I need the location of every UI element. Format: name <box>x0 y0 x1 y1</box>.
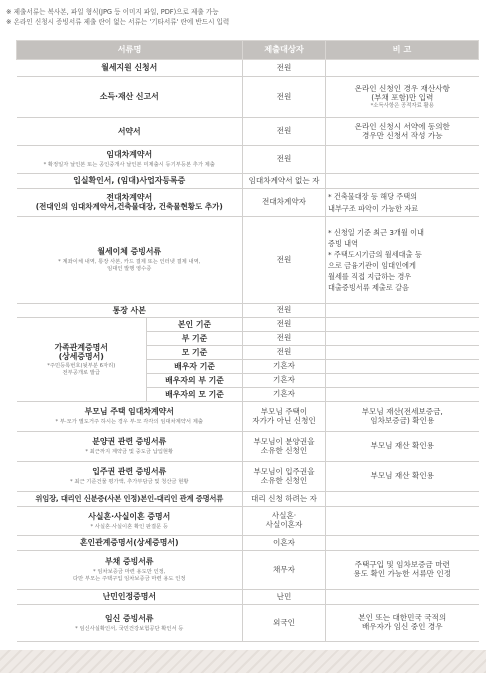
doc-name-cell <box>17 605 243 642</box>
doc-target: 외국인 <box>243 605 326 642</box>
doc-note: 부모님 재산 확인용 <box>326 432 479 462</box>
note-line: 부모님 재산(전세보증금, <box>361 406 443 416</box>
family-basis: 부 기준 <box>147 332 243 346</box>
target-line: 부모님 주택이 <box>260 406 308 416</box>
family-basis: 배우자의 부 기준 <box>147 374 243 388</box>
doc-note <box>326 590 479 605</box>
doc-target: 기혼자 <box>243 388 326 402</box>
doc-note <box>326 402 479 432</box>
doc-name-detail: (상세증명서) <box>58 351 104 361</box>
table-header <box>17 41 479 60</box>
doc-name-cell <box>17 189 243 217</box>
doc-note <box>326 60 479 77</box>
doc-name-cell <box>17 217 243 304</box>
header-target: 제출대상자 <box>243 41 326 60</box>
doc-note <box>326 551 479 590</box>
target-line: 소유한 신청인 <box>260 445 308 455</box>
note-line: 배우자가 임신 중인 경우 <box>361 622 443 631</box>
doc-sub: 임대인 발행 영수증 <box>107 265 152 272</box>
table-row <box>17 189 479 217</box>
doc-name: 부채 증빙서류 <box>105 557 154 567</box>
doc-note <box>326 174 479 189</box>
table-row <box>17 146 479 174</box>
doc-target <box>243 432 326 462</box>
doc-target: 전원 <box>243 60 326 77</box>
table-row <box>17 304 479 318</box>
note-line: 으로 금융기관이 임대인에게 <box>328 261 416 270</box>
doc-name: 임대차계약서 <box>106 150 153 160</box>
doc-target: 기혼자 <box>243 360 326 374</box>
doc-target <box>243 507 326 536</box>
doc-target: 채무자 <box>243 551 326 590</box>
doc-note <box>326 374 479 388</box>
doc-note <box>326 605 479 642</box>
note-line: 증빙 내역 <box>328 238 359 248</box>
doc-target: 전원 <box>243 318 326 332</box>
doc-note <box>326 318 479 332</box>
note-line: * 신청일 기준 최근 3개월 이내 <box>328 227 424 237</box>
doc-target: 임대차계약서 없는 자 <box>243 174 326 189</box>
doc-sub: *주민등록번호(뒷부분 6자리) <box>47 363 116 370</box>
doc-target: 기혼자 <box>243 374 326 388</box>
doc-sub: * 사실혼·사실이혼 확인 판결문 등 <box>90 523 169 530</box>
doc-sub: * 임차보증금 마련 용도만 인정, <box>93 569 166 576</box>
doc-target: 이혼자 <box>243 536 326 551</box>
doc-name: 입주권 관련 증빙서류 <box>92 467 167 477</box>
doc-target: 전원 <box>243 77 326 118</box>
table-row <box>17 590 479 605</box>
table-row <box>17 432 479 462</box>
doc-sub: * 확정일자 날인본 또는 공인중개사 날인본 미제출시 등기부등본 추가 제출 <box>43 162 215 169</box>
header-remarks: 비 고 <box>326 41 479 60</box>
doc-name: 분양권 관련 증빙서류 <box>92 437 167 447</box>
note-line: * 주택도시기금의 월세대출 등 <box>328 249 422 259</box>
table-row <box>17 118 479 146</box>
doc-target: 전원 <box>243 146 326 174</box>
doc-note: 부모님 재산 확인용 <box>326 462 479 492</box>
doc-note <box>326 346 479 360</box>
doc-note <box>326 189 479 217</box>
doc-note <box>326 217 479 304</box>
doc-name: 가족관계증명서 <box>54 342 108 352</box>
family-basis: 본인 기준 <box>147 318 243 332</box>
doc-note <box>326 332 479 346</box>
doc-name: 난민인정증명서 <box>17 590 243 605</box>
doc-name: 위임장, 대리인 신분증(사본 인정)본인-대리인 관계 증명서류 <box>17 492 243 507</box>
header-document-name: 서류명 <box>17 41 243 60</box>
doc-target <box>243 402 326 432</box>
doc-target: 난민 <box>243 590 326 605</box>
doc-note <box>326 388 479 402</box>
doc-name: 임신 증빙서류 <box>105 613 154 623</box>
note-line: 주택구입 및 임차보증금 마련 <box>354 560 450 570</box>
doc-note <box>326 492 479 507</box>
note-line: 대출증빙서류 제출로 갈음 <box>328 283 409 293</box>
table-row <box>17 492 479 507</box>
doc-sub: * 임신사실확인서, 국민건강보험공단 확인서 등 <box>75 625 184 632</box>
doc-name-cell <box>17 462 243 492</box>
target-line: 자가가 아닌 신청인 <box>252 415 316 425</box>
doc-name-cell <box>17 402 243 432</box>
family-basis: 모 기준 <box>147 346 243 360</box>
table-row <box>17 536 479 551</box>
doc-target: 전원 <box>243 304 326 318</box>
doc-name: 서약서 <box>17 118 243 146</box>
table-row <box>17 77 479 118</box>
doc-note <box>326 360 479 374</box>
doc-name: 소득·재산 신고서 <box>17 77 243 118</box>
note-small: *소득사항은 공적자료 활용 <box>370 102 434 109</box>
note-line: 내부구조 파악이 가능한 자료 <box>328 203 419 213</box>
target-line: 부모님이 분양권을 <box>253 436 315 446</box>
target-line: 부모님이 입주권을 <box>253 466 315 476</box>
note-line: 온라인 신청시 서약에 동의한 <box>354 121 450 131</box>
doc-note <box>326 146 479 174</box>
doc-target: 대리 신청 하려는 자 <box>243 492 326 507</box>
doc-name: 부모님 주택 임대차계약서 <box>84 407 174 417</box>
family-basis: 배우자 기준 <box>147 360 243 374</box>
doc-sub: * 부·모가 별도거주 하시는 경우 부·모 각각의 임대차계약서 제출 <box>55 419 203 426</box>
note-line: 월세를 직접 지급하는 경우 <box>328 272 412 282</box>
table-row <box>17 551 479 590</box>
doc-note <box>326 507 479 536</box>
table-row <box>17 605 479 642</box>
note-line: 온라인 신청인 경우 재산사항 <box>354 83 450 93</box>
doc-target: 전원 <box>243 332 326 346</box>
doc-name: 통장 사본 <box>17 304 243 318</box>
doc-name-detail: (전대인의 임대차계약서,건축물대장, 건축물현황도 추가) <box>35 201 223 211</box>
note-line-1: ※ 제출서류는 복사본, 파일 형식(JPG 등 이미지 파일, PDF)으로 제출 가능 <box>6 8 219 16</box>
doc-target: 전원 <box>243 118 326 146</box>
table-row <box>17 60 479 77</box>
table-row <box>17 217 479 304</box>
table-row <box>17 402 479 432</box>
note-line: 경우만 신청서 작성 가능 <box>361 130 443 140</box>
doc-name-cell <box>17 146 243 174</box>
doc-name-cell <box>17 507 243 536</box>
note-line: 임차보증금) 확인용 <box>370 415 435 425</box>
doc-sub: 전부공개로 발급 <box>62 369 100 376</box>
doc-note <box>326 536 479 551</box>
doc-target <box>243 462 326 492</box>
doc-sub: * 최근 기준건물 평가액, 추가부담금 및 청산금 현황 <box>70 479 189 486</box>
background-pattern <box>0 650 486 673</box>
doc-name: 전대차계약서 <box>106 193 153 203</box>
doc-note <box>326 77 479 118</box>
family-cert-cell <box>17 318 147 402</box>
note-line: (부채 포함)만 입력 <box>371 92 434 102</box>
doc-sub: * 최근까지 계약금 및 중도금 납입현황 <box>85 449 174 456</box>
doc-name: 월세지원 신청서 <box>17 60 243 77</box>
table-row <box>17 507 479 536</box>
doc-target: 전대차계약자 <box>243 189 326 217</box>
required-documents-table <box>16 40 479 642</box>
doc-name-cell <box>17 432 243 462</box>
doc-name-cell <box>17 551 243 590</box>
doc-note <box>326 304 479 318</box>
table-row <box>17 174 479 189</box>
table-row <box>17 462 479 492</box>
notes <box>6 7 229 27</box>
doc-target: 전원 <box>243 346 326 360</box>
note-line: * 건축물대장 등 해당 주택의 <box>328 192 418 202</box>
note-line: 본인 또는 대한민국 국적의 <box>358 613 447 623</box>
doc-name: 혼인관계증명서(상세증명서) <box>17 536 243 551</box>
note-line: 용도 확인 가능한 서류만 인정 <box>353 569 452 578</box>
target-line: 사실이혼자 <box>265 520 303 529</box>
doc-sub: 다만 부모는 주택구입 임차보증금 마련 용도 인정 <box>73 575 186 582</box>
doc-sub: * 계좌이체 내역, 통장 사본, 카드 결제 또는 인터넷 결제 내역, <box>58 259 201 266</box>
note-line-2: ※ 온라인 신청시 증빙서류 제출 란이 없는 서류는 '기타서류' 란에 반드시 입력 <box>6 18 230 26</box>
target-line: 소유한 신청인 <box>260 475 308 485</box>
table-row <box>17 318 479 332</box>
doc-name: 사실혼·사실이혼 증명서 <box>88 511 171 521</box>
doc-target: 전원 <box>243 217 326 304</box>
doc-name: 입실확인서, (임대)사업자등록증 <box>17 174 243 189</box>
family-basis: 배우자의 모 기준 <box>147 388 243 402</box>
target-line: 사실혼· <box>271 511 297 521</box>
doc-note <box>326 118 479 146</box>
doc-name: 월세이체 증빙서류 <box>97 247 162 257</box>
